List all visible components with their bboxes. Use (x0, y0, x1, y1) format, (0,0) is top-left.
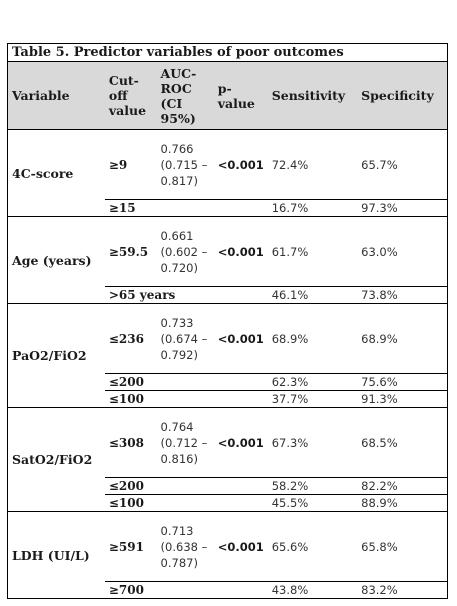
table-title: Table 5. Predictor variables of poor outcomes (8, 44, 448, 62)
header-variable: Variable (8, 62, 105, 130)
table-row (8, 408, 448, 478)
p-value: <0.001 (217, 331, 264, 346)
cutoff-value: ≤236 (108, 331, 144, 346)
auc-value: 0.766 (0.715 – 0.817) (160, 141, 208, 188)
sensitivity-value: 58.2% (268, 478, 357, 495)
sensitivity-value: 45.5% (268, 495, 357, 512)
sensitivity-value: 62.3% (268, 374, 357, 391)
header-specificity: Specificity (357, 62, 447, 130)
specificity-value: 68.5% (357, 408, 447, 478)
variable-name: Age (years) (8, 217, 105, 304)
p-value: <0.001 (217, 157, 264, 172)
specificity-value: 91.3% (357, 391, 447, 408)
variable-name: 4C-score (8, 130, 105, 217)
p-value: <0.001 (217, 539, 264, 554)
p-value: <0.001 (217, 435, 264, 450)
variable-name: LDH (UI/L) (8, 512, 105, 599)
sensitivity-value: 65.6% (271, 539, 309, 554)
sensitivity-value: 37.7% (268, 391, 357, 408)
cutoff-value: ≤200 (105, 478, 157, 495)
table-row (8, 217, 448, 287)
specificity-value: 97.3% (357, 200, 447, 217)
sensitivity-value: 16.7% (268, 200, 357, 217)
sensitivity-value: 46.1% (268, 287, 357, 304)
cutoff-value: ≥700 (105, 582, 157, 599)
table-row (8, 304, 448, 374)
cutoff-value: >65 years (105, 287, 268, 304)
variable-name: SatO2/FiO2 (8, 408, 105, 512)
specificity-value: 82.2% (357, 478, 447, 495)
sensitivity-value: 72.4% (271, 157, 309, 172)
table-row (8, 512, 448, 582)
specificity-value: 83.2% (357, 582, 447, 599)
sensitivity-value: 61.7% (271, 244, 309, 259)
p-value: <0.001 (217, 244, 264, 259)
sensitivity-value: 43.8% (268, 582, 357, 599)
cutoff-value: ≤308 (108, 435, 144, 450)
sensitivity-value: 68.9% (271, 331, 309, 346)
sensitivity-value: 67.3% (271, 435, 309, 450)
cutoff-value: ≥15 (105, 200, 157, 217)
specificity-value: 88.9% (357, 495, 447, 512)
specificity-value: 68.9% (357, 304, 447, 374)
variable-name: PaO2/FiO2 (8, 304, 105, 408)
cutoff-value: ≤200 (105, 374, 157, 391)
specificity-value: 65.8% (357, 512, 447, 582)
specificity-value: 75.6% (357, 374, 447, 391)
auc-value: 0.764 (0.712 – 0.816) (160, 419, 208, 466)
specificity-value: 63.0% (357, 217, 447, 287)
auc-value: 0.733 (0.674 – 0.792) (160, 315, 208, 362)
header-auc: AUC-ROC (CI 95%) (157, 62, 214, 130)
cutoff-value: ≥59.5 (108, 244, 149, 259)
predictor-table (7, 43, 448, 599)
header-cutoff: Cut-off value (105, 62, 157, 130)
cutoff-value: ≤100 (105, 391, 157, 408)
specificity-value: 65.7% (357, 130, 447, 200)
header-pvalue: p-value (214, 62, 268, 130)
cutoff-value: ≤100 (105, 495, 157, 512)
auc-value: 0.713 (0.638 – 0.787) (160, 523, 208, 570)
header-sensitivity: Sensitivity (268, 62, 357, 130)
header-row (8, 62, 448, 130)
cutoff-value: ≥9 (108, 157, 128, 172)
auc-value: 0.661 (0.602 – 0.720) (160, 228, 208, 275)
cutoff-value: ≥591 (108, 539, 144, 554)
specificity-value: 73.8% (357, 287, 447, 304)
table-row (8, 130, 448, 200)
